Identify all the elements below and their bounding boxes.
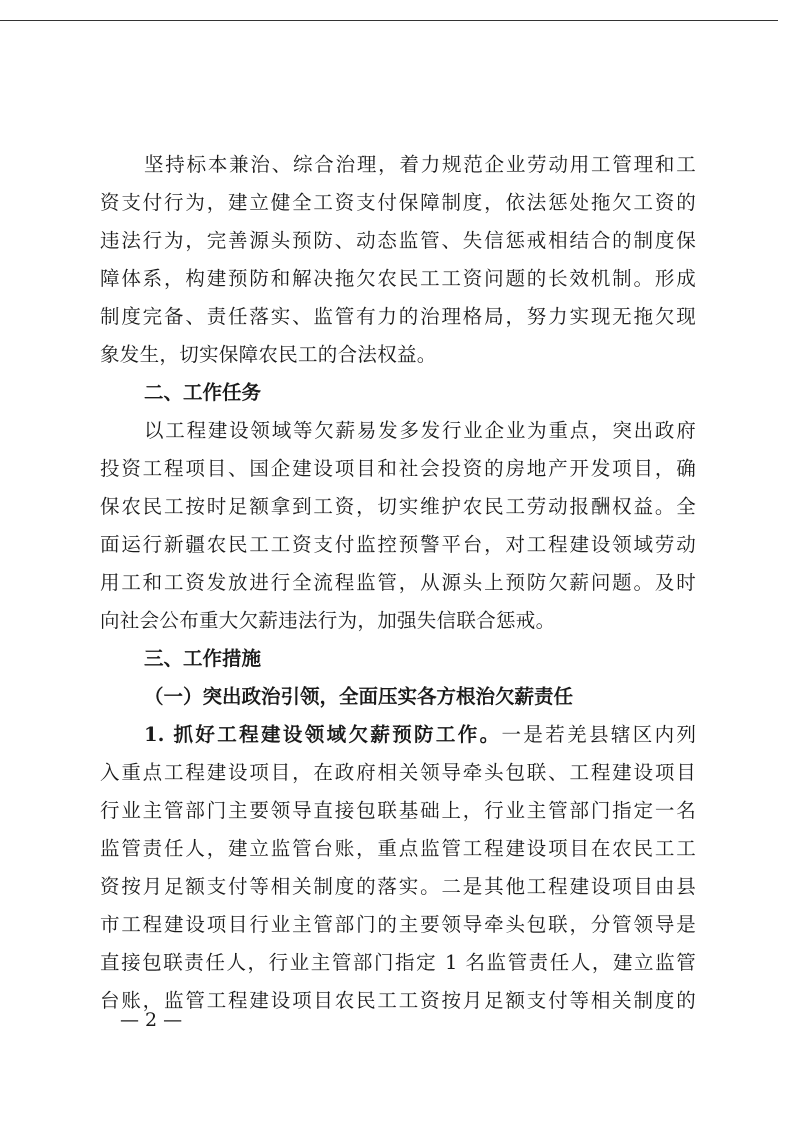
subsection-heading-political-guidance: （一）突出政治引领，全面压实各方根治欠薪责任 bbox=[144, 685, 574, 708]
section-heading-work-tasks: 二、工作任务 bbox=[144, 381, 262, 404]
item-1-lead: 1. 抓好工程建设领域欠薪预防工作。 bbox=[144, 723, 502, 746]
section-heading-work-measures: 三、工作措施 bbox=[144, 647, 262, 670]
item-1-first-rest: 一是若羌县辖区内列 bbox=[501, 723, 696, 746]
paragraph-2-line-3: 保农民工按时足额拿到工资，切实维护农民工劳动报酬权益。全 bbox=[100, 495, 696, 518]
paragraph-1-line-4: 障体系，构建预防和解决拖欠农民工工资问题的长效机制。形成 bbox=[100, 267, 696, 290]
paragraph-2-line-1: 以工程建设领域等欠薪易发多发行业企业为重点，突出政府 bbox=[144, 419, 696, 442]
item-1-line-3: 行业主管部门主要领导直接包联基础上，行业主管部门指定一名 bbox=[100, 799, 696, 822]
item-1-first-line bbox=[144, 718, 696, 752]
item-1-line-6: 市工程建设项目行业主管部门的主要领导牵头包联，分管领导是 bbox=[100, 913, 696, 936]
item-1-line-7: 直接包联责任人，行业主管部门指定 1 名监管责任人，建立监管 bbox=[100, 951, 696, 974]
paragraph-2-line-5: 用工和工资发放进行全流程监管，从源头上预防欠薪问题。及时 bbox=[100, 571, 696, 594]
paragraph-1-line-3: 违法行为，完善源头预防、动态监管、失信惩戒相结合的制度保 bbox=[100, 229, 696, 252]
item-1-line-2: 入重点工程建设项目，在政府相关领导牵头包联、工程建设项目 bbox=[100, 761, 696, 784]
page-number: — 2 — bbox=[120, 1009, 183, 1031]
paragraph-1-line-2: 资支付行为，建立健全工资支付保障制度，依法惩处拖欠工资的 bbox=[100, 191, 696, 214]
item-1-line-8: 台账，监管工程建设项目农民工工资按月足额支付等相关制度的 bbox=[100, 989, 696, 1012]
paragraph-2-line-6: 向社会公布重大欠薪违法行为，加强失信联合惩戒。 bbox=[100, 609, 556, 632]
top-border-rule bbox=[0, 20, 778, 21]
paragraph-2-line-4: 面运行新疆农民工工资支付监控预警平台，对工程建设领域劳动 bbox=[100, 533, 696, 556]
item-1-line-5: 资按月足额支付等相关制度的落实。二是其他工程建设项目由县 bbox=[100, 875, 696, 898]
paragraph-1-line-5: 制度完备、责任落实、监管有力的治理格局，努力实现无拖欠现 bbox=[100, 305, 696, 328]
paragraph-2-line-2: 投资工程项目、国企建设项目和社会投资的房地产开发项目，确 bbox=[100, 457, 696, 480]
item-1-line-4: 监管责任人，建立监管台账，重点监管工程建设项目在农民工工 bbox=[100, 837, 696, 860]
paragraph-1-line-1: 坚持标本兼治、综合治理，着力规范企业劳动用工管理和工 bbox=[144, 153, 696, 176]
paragraph-1-line-6: 象发生，切实保障农民工的合法权益。 bbox=[100, 343, 437, 366]
